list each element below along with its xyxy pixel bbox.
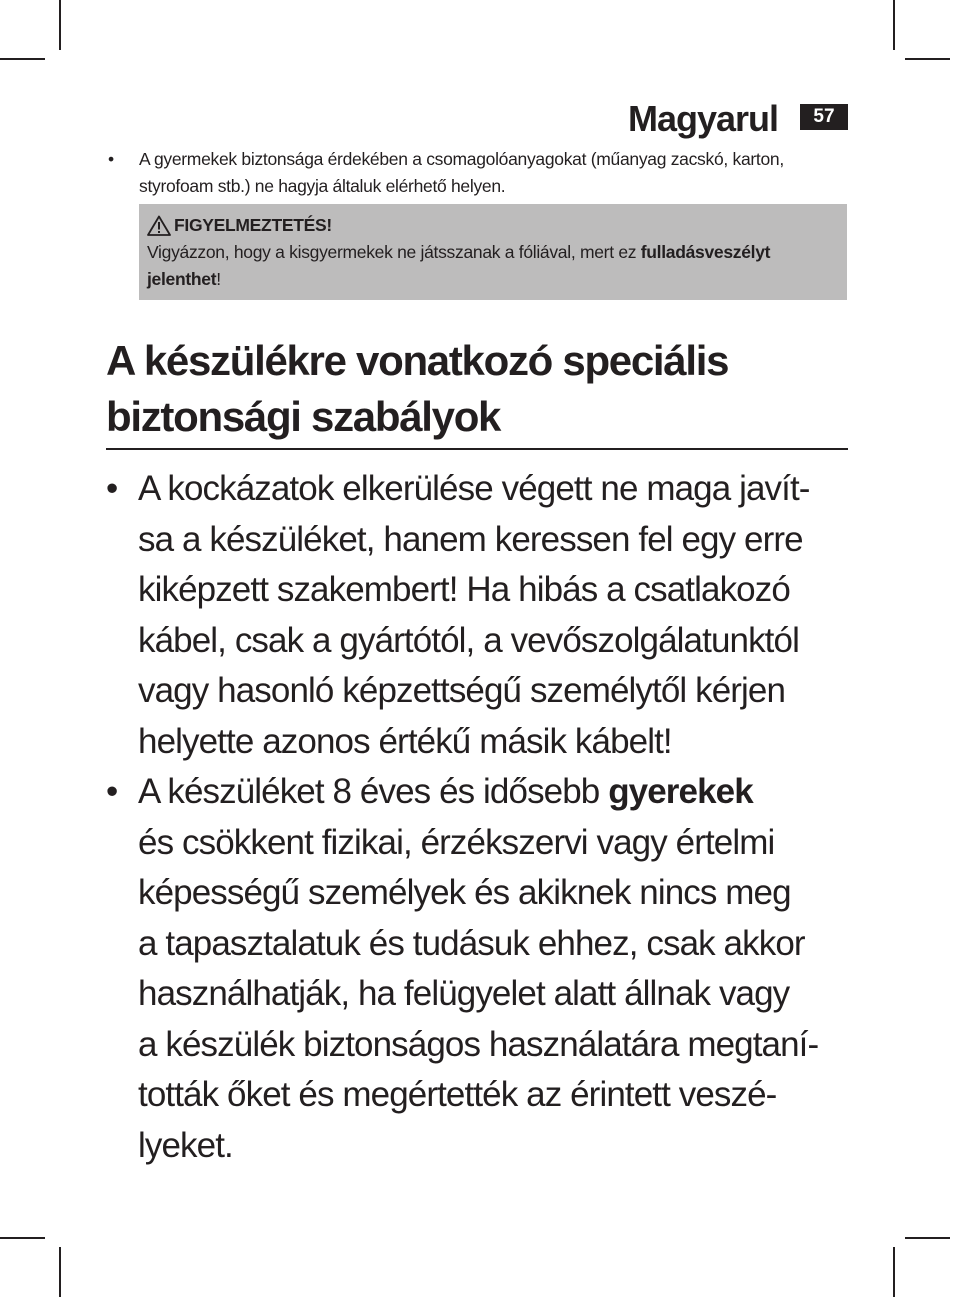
safety-rules-list bbox=[106, 464, 848, 1171]
list-item-line: vagy hasonló képzettségű személytől kérjen bbox=[138, 671, 786, 710]
crop-mark-bottom-left-horizontal bbox=[0, 1237, 45, 1239]
crop-mark-top-right-horizontal bbox=[905, 58, 950, 60]
warning-text-end: ! bbox=[216, 269, 221, 289]
list-item-line: a tapasztalatuk és tudásuk ehhez, csak akkor bbox=[138, 923, 805, 963]
page-number-badge: 57 bbox=[800, 104, 848, 130]
bullet-dot: • bbox=[106, 469, 118, 508]
list-item-line-regular: A készüléket 8 éves és idősebb bbox=[138, 772, 609, 811]
warning-header bbox=[147, 212, 839, 239]
list-item-line: és csökkent fizikai, érzékszervi vagy értelmi bbox=[138, 822, 775, 862]
bullet-dot: • bbox=[108, 149, 114, 169]
bullet-dot: • bbox=[106, 772, 118, 811]
crop-mark-bottom-left-vertical bbox=[59, 1247, 61, 1297]
list-item-line: tották őket és megértették az érintett veszé- bbox=[138, 1075, 777, 1114]
list-item-line: helyette azonos értékű másik kábelt! bbox=[138, 721, 672, 761]
crop-mark-top-right-vertical bbox=[893, 0, 895, 50]
intro-bullet-item bbox=[108, 146, 848, 200]
list-item-line: A kockázatok elkerülése végett ne maga javít- bbox=[138, 469, 810, 508]
list-item bbox=[106, 767, 848, 1171]
list-item-line: lyeket. bbox=[138, 1125, 233, 1165]
crop-mark-top-left-vertical bbox=[59, 0, 61, 50]
warning-title: FIGYELMEZTETÉS! bbox=[174, 215, 332, 235]
language-title: Magyarul bbox=[627, 98, 778, 139]
crop-mark-bottom-right-vertical bbox=[893, 1247, 895, 1297]
warning-box bbox=[139, 204, 847, 300]
warning-triangle-icon bbox=[147, 215, 171, 236]
page-header bbox=[600, 98, 848, 138]
section-heading bbox=[106, 333, 848, 445]
intro-bullet-text: A gyermekek biztonsága érdekében a csomagolóanyagokat (műanyag zacskó, karton, styrofoam stb.) ne hagyja általuk elérhető helyen. bbox=[139, 149, 784, 196]
list-item-line bbox=[138, 767, 848, 818]
list-item-line: sa a készüléket, hanem keressen fel egy erre bbox=[138, 519, 803, 559]
list-item-line: kábel, csak a gyártótól, a vevőszolgálatunktól bbox=[138, 620, 799, 660]
list-item-line: képességű személyek és akiknek nincs meg bbox=[138, 873, 791, 912]
list-item-line-bold: gyerekek bbox=[608, 772, 753, 811]
list-item-line: használhatják, ha felügyelet alatt állnak vagy bbox=[138, 974, 790, 1013]
heading-divider bbox=[106, 448, 848, 450]
warning-text-bold: fulladásveszélyt jelenthet bbox=[147, 242, 771, 289]
warning-text bbox=[147, 239, 839, 293]
list-item-line: kiképzett szakembert! Ha hibás a csatlakozó bbox=[138, 570, 790, 609]
crop-mark-bottom-right-horizontal bbox=[905, 1237, 950, 1239]
warning-text-regular: Vigyázzon, hogy a kisgyermekek ne játsszanak a fóliával, mert ez bbox=[147, 242, 641, 262]
list-item-line: a készülék biztonságos használatára megtaní- bbox=[138, 1024, 819, 1064]
crop-mark-top-left-horizontal bbox=[0, 58, 45, 60]
section-heading-line-1: A készülékre vonatkozó speciális bbox=[106, 337, 729, 384]
section-heading-line-2: biztonsági szabályok bbox=[106, 393, 501, 440]
list-item bbox=[106, 464, 848, 767]
